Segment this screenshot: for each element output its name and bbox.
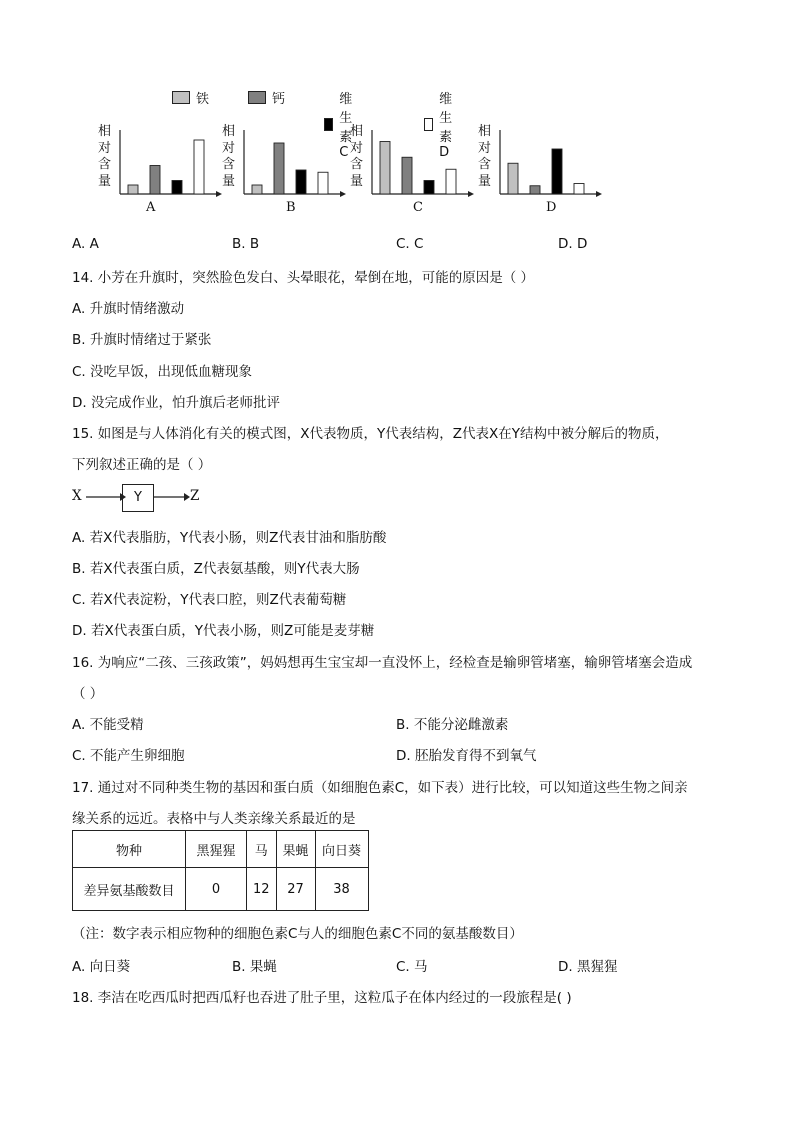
legend-item-iron — [172, 88, 209, 107]
q14-option-d[interactable]: D. 没完成作业，怕升旗后老师批评 — [72, 395, 280, 411]
y-axis-label: 相对含量 — [478, 124, 492, 189]
chart-d — [478, 124, 602, 224]
chart-label: C — [413, 200, 423, 215]
bar-plot-c — [350, 124, 474, 196]
legend-label: 维生素D — [439, 92, 453, 160]
table-cell: 38 — [315, 868, 368, 911]
legend-label: 铁 — [196, 92, 210, 107]
cytochrome-table — [72, 830, 369, 911]
bar-plot-b — [222, 124, 346, 196]
x-axis-arrow — [468, 191, 474, 197]
x-axis-arrow — [596, 191, 602, 197]
x-axis-arrow — [340, 191, 346, 197]
q16-stem-line1: 16. 为响应“二孩、三孩政策”，妈妈想再生宝宝却一直没怀上，经检查是输卵管堵塞，输卵管堵塞会造成 — [72, 655, 693, 671]
chart-label: B — [286, 200, 296, 215]
chart-b — [222, 124, 346, 224]
q16-option-a[interactable]: A. 不能受精 — [72, 717, 144, 733]
q13-option-a[interactable]: A. A — [72, 236, 99, 252]
bar-vitamin-c — [172, 181, 182, 195]
bar-iron — [128, 185, 138, 194]
q13-option-d[interactable]: D. D — [558, 236, 588, 252]
diagram-y-box — [122, 484, 154, 512]
arrow-y-to-z — [154, 490, 190, 504]
q13-option-c[interactable]: C. C — [396, 236, 424, 252]
table-row — [73, 831, 369, 868]
chart-label: A — [146, 200, 156, 215]
bar-vitamin-d — [318, 172, 328, 194]
q16-option-d[interactable]: D. 胚胎发育得不到氧气 — [396, 748, 537, 764]
table-cell: 0 — [186, 868, 247, 911]
q14-option-b[interactable]: B. 升旗时情绪过于紧张 — [72, 332, 212, 348]
bar-vitamin-c — [552, 149, 562, 194]
q15-stem-line1: 15. 如图是与人体消化有关的模式图，X代表物质，Y代表结构，Z代表X在Y结构中被分解后的物质， — [72, 426, 669, 442]
legend-item-calcium — [248, 88, 285, 107]
q15-option-a[interactable]: A. 若X代表脂肪，Y代表小肠，则Z代表甘油和脂肪酸 — [72, 530, 387, 546]
q17-option-c[interactable]: C. 马 — [396, 959, 428, 975]
bar-plot-a — [98, 124, 222, 196]
table-cell: 马 — [247, 831, 277, 868]
legend-swatch — [248, 91, 266, 104]
diagram-x: X — [72, 488, 82, 504]
q17-option-d[interactable]: D. 黑猩猩 — [558, 959, 618, 975]
q16-option-c[interactable]: C. 不能产生卵细胞 — [72, 748, 185, 764]
table-cell: 黑猩猩 — [186, 831, 247, 868]
bar-iron — [508, 163, 518, 194]
bar-iron — [380, 142, 390, 195]
chart-label: D — [546, 200, 557, 215]
chart-c — [350, 124, 474, 224]
legend-label: 维生素C — [339, 92, 353, 160]
bar-calcium — [402, 157, 412, 194]
q14-stem: 14. 小芳在升旗时，突然脸色发白、头晕眼花，晕倒在地，可能的原因是（ ） — [72, 270, 535, 286]
bar-vitamin-c — [296, 170, 306, 194]
q17-option-b[interactable]: B. 果蝇 — [232, 959, 277, 975]
table-cell: 物种 — [73, 831, 186, 868]
q17-stem-line1: 17. 通过对不同种类生物的基因和蛋白质（如细胞色素C，如下表）进行比较，可以知道这些生物之间亲 — [72, 780, 688, 796]
q15-option-c[interactable]: C. 若X代表淀粉，Y代表口腔，则Z代表葡萄糖 — [72, 592, 347, 608]
diagram-y: Y — [134, 490, 142, 505]
y-axis-label: 相对含量 — [98, 124, 112, 189]
table-row — [73, 868, 369, 911]
bar-plot-d — [478, 124, 602, 196]
bar-vitamin-c — [424, 181, 434, 195]
y-axis-label: 相对含量 — [350, 124, 364, 189]
table-cell: 差异氨基酸数目 — [73, 868, 186, 911]
bar-vitamin-d — [194, 140, 204, 194]
q16-option-b[interactable]: B. 不能分泌雌激素 — [396, 717, 509, 733]
table-cell: 12 — [247, 868, 277, 911]
table-cell: 27 — [276, 868, 315, 911]
bar-vitamin-d — [574, 184, 584, 195]
q15-option-d[interactable]: D. 若X代表蛋白质，Y代表小肠，则Z可能是麦芽糖 — [72, 623, 375, 639]
bar-calcium — [530, 186, 540, 194]
diagram-z: Z — [190, 488, 200, 504]
q14-option-a[interactable]: A. 升旗时情绪激动 — [72, 301, 185, 317]
y-axis-label: 相对含量 — [222, 124, 236, 189]
q16-stem-line2: （ ） — [72, 686, 104, 702]
bar-calcium — [150, 166, 160, 195]
q17-note: （注：数字表示相应物种的细胞色素C与人的细胞色素C不同的氨基酸数目） — [72, 926, 523, 942]
bar-calcium — [274, 143, 284, 194]
q17-stem-line2: 缘关系的远近。表格中与人类亲缘关系最近的是 — [72, 811, 356, 827]
chart-a — [98, 124, 222, 224]
legend-swatch — [172, 91, 190, 104]
q18-stem: 18. 李洁在吃西瓜时把西瓜籽也吞进了肚子里，这粒瓜子在体内经过的一段旅程是( ) — [72, 990, 572, 1006]
q17-option-a[interactable]: A. 向日葵 — [72, 959, 131, 975]
q15-option-b[interactable]: B. 若X代表蛋白质，Z代表氨基酸，则Y代表大肠 — [72, 561, 360, 577]
q14-option-c[interactable]: C. 没吃早饭，出现低血糖现象 — [72, 364, 253, 380]
table-cell: 果蝇 — [276, 831, 315, 868]
bar-vitamin-d — [446, 169, 456, 194]
table-cell: 向日葵 — [315, 831, 368, 868]
q13-option-b[interactable]: B. B — [232, 236, 260, 252]
legend-label: 钙 — [272, 92, 286, 107]
bar-iron — [252, 185, 262, 194]
arrow-x-to-y — [86, 490, 126, 504]
q15-stem-line2: 下列叙述正确的是（ ） — [72, 457, 212, 473]
